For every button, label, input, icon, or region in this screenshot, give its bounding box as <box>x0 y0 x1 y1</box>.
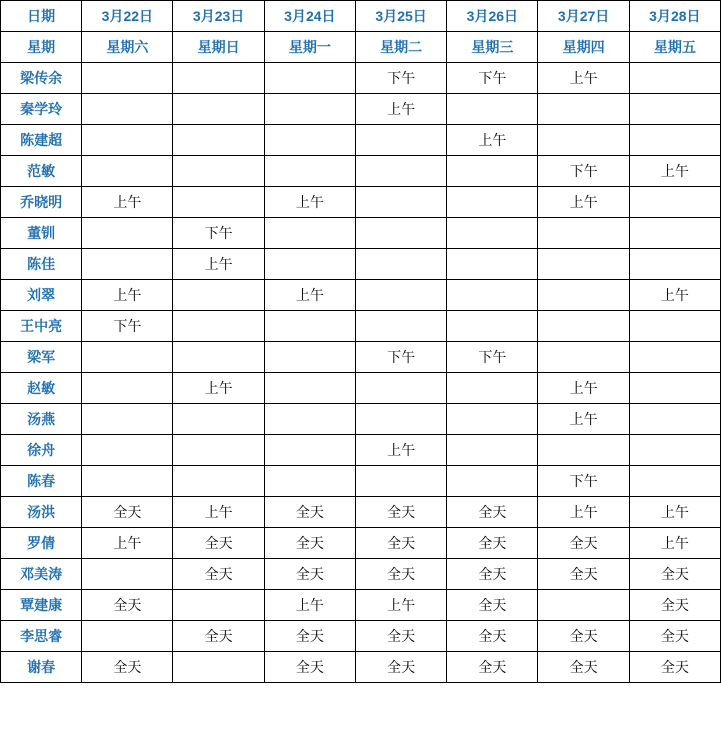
schedule-cell: 上午 <box>629 280 720 311</box>
table-row <box>1 156 721 187</box>
person-name: 汤燕 <box>1 404 82 435</box>
schedule-cell <box>629 466 720 497</box>
weekday-header-2: 星期日 <box>173 32 264 63</box>
header-row-dates <box>1 1 721 32</box>
schedule-cell: 上午 <box>173 497 264 528</box>
schedule-cell: 全天 <box>447 590 538 621</box>
schedule-cell <box>264 249 355 280</box>
table-row <box>1 466 721 497</box>
person-name: 汤洪 <box>1 497 82 528</box>
schedule-cell: 全天 <box>447 528 538 559</box>
weekday-header-3: 星期一 <box>264 32 355 63</box>
schedule-cell <box>447 435 538 466</box>
schedule-cell <box>629 218 720 249</box>
schedule-cell <box>264 311 355 342</box>
schedule-cell: 全天 <box>355 652 446 683</box>
person-name: 李思睿 <box>1 621 82 652</box>
schedule-cell: 全天 <box>538 559 629 590</box>
table-row <box>1 497 721 528</box>
schedule-cell <box>355 125 446 156</box>
schedule-cell: 上午 <box>538 404 629 435</box>
schedule-cell <box>538 435 629 466</box>
person-name: 陈佳 <box>1 249 82 280</box>
schedule-cell <box>173 94 264 125</box>
table-row <box>1 342 721 373</box>
schedule-cell: 上午 <box>629 497 720 528</box>
table-row <box>1 187 721 218</box>
person-name: 邓美涛 <box>1 559 82 590</box>
date-header-2: 3月23日 <box>173 1 264 32</box>
person-name: 徐舟 <box>1 435 82 466</box>
schedule-cell <box>82 125 173 156</box>
schedule-cell: 全天 <box>82 590 173 621</box>
schedule-cell <box>82 249 173 280</box>
weekday-header-5: 星期三 <box>447 32 538 63</box>
schedule-cell: 全天 <box>447 497 538 528</box>
schedule-cell <box>447 404 538 435</box>
schedule-cell <box>538 311 629 342</box>
table-row <box>1 373 721 404</box>
date-header-1: 3月22日 <box>82 1 173 32</box>
schedule-cell <box>447 280 538 311</box>
schedule-cell: 上午 <box>264 280 355 311</box>
schedule-cell <box>173 435 264 466</box>
schedule-cell <box>447 373 538 404</box>
weekday-header-1: 星期六 <box>82 32 173 63</box>
schedule-cell: 全天 <box>629 590 720 621</box>
schedule-cell <box>173 652 264 683</box>
date-header-3: 3月24日 <box>264 1 355 32</box>
table-row <box>1 404 721 435</box>
schedule-cell: 下午 <box>447 342 538 373</box>
schedule-cell <box>82 435 173 466</box>
schedule-cell: 下午 <box>538 156 629 187</box>
schedule-cell <box>355 311 446 342</box>
schedule-cell: 上午 <box>264 187 355 218</box>
person-name: 范敏 <box>1 156 82 187</box>
schedule-cell: 全天 <box>82 497 173 528</box>
schedule-cell: 全天 <box>629 652 720 683</box>
schedule-cell <box>173 156 264 187</box>
date-header-4: 3月25日 <box>355 1 446 32</box>
table-row <box>1 311 721 342</box>
schedule-cell <box>447 466 538 497</box>
schedule-cell <box>447 311 538 342</box>
schedule-cell <box>355 218 446 249</box>
schedule-cell <box>264 218 355 249</box>
schedule-cell: 上午 <box>264 590 355 621</box>
table-row <box>1 218 721 249</box>
schedule-cell <box>173 466 264 497</box>
schedule-cell: 上午 <box>82 280 173 311</box>
schedule-cell <box>629 187 720 218</box>
schedule-cell: 全天 <box>447 652 538 683</box>
schedule-cell <box>538 342 629 373</box>
schedule-cell: 上午 <box>538 497 629 528</box>
schedule-cell: 全天 <box>355 528 446 559</box>
schedule-cell <box>264 435 355 466</box>
schedule-cell: 全天 <box>629 621 720 652</box>
schedule-cell <box>629 311 720 342</box>
schedule-cell: 全天 <box>82 652 173 683</box>
schedule-cell: 下午 <box>82 311 173 342</box>
person-name: 乔晓明 <box>1 187 82 218</box>
schedule-cell <box>355 156 446 187</box>
person-name: 王中亮 <box>1 311 82 342</box>
schedule-cell <box>82 404 173 435</box>
corner-label: 日期 <box>1 1 82 32</box>
schedule-cell: 全天 <box>264 559 355 590</box>
schedule-cell <box>629 342 720 373</box>
schedule-cell: 全天 <box>173 559 264 590</box>
schedule-cell <box>82 63 173 94</box>
schedule-cell: 上午 <box>538 187 629 218</box>
schedule-cell <box>173 311 264 342</box>
schedule-cell: 全天 <box>355 559 446 590</box>
schedule-cell <box>538 590 629 621</box>
schedule-cell: 全天 <box>538 652 629 683</box>
schedule-cell: 全天 <box>355 497 446 528</box>
schedule-cell <box>538 94 629 125</box>
schedule-cell <box>173 404 264 435</box>
schedule-cell <box>447 249 538 280</box>
schedule-cell <box>538 249 629 280</box>
schedule-cell: 下午 <box>447 63 538 94</box>
schedule-cell <box>629 435 720 466</box>
schedule-cell <box>629 125 720 156</box>
schedule-cell: 上午 <box>538 63 629 94</box>
person-name: 秦学玲 <box>1 94 82 125</box>
person-name: 陈建超 <box>1 125 82 156</box>
schedule-cell <box>629 373 720 404</box>
schedule-cell <box>173 187 264 218</box>
schedule-cell: 下午 <box>355 342 446 373</box>
schedule-cell: 上午 <box>447 125 538 156</box>
person-name: 梁军 <box>1 342 82 373</box>
schedule-cell <box>447 187 538 218</box>
schedule-cell: 全天 <box>173 621 264 652</box>
schedule-cell <box>629 404 720 435</box>
schedule-cell: 上午 <box>82 187 173 218</box>
schedule-cell: 下午 <box>355 63 446 94</box>
schedule-cell <box>355 404 446 435</box>
schedule-cell <box>355 249 446 280</box>
schedule-cell <box>355 466 446 497</box>
schedule-cell <box>264 94 355 125</box>
schedule-cell: 全天 <box>264 528 355 559</box>
schedule-cell: 全天 <box>264 621 355 652</box>
person-name: 刘翠 <box>1 280 82 311</box>
table-row <box>1 249 721 280</box>
schedule-cell <box>538 218 629 249</box>
schedule-cell <box>173 590 264 621</box>
schedule-cell: 下午 <box>173 218 264 249</box>
schedule-cell: 全天 <box>538 528 629 559</box>
person-name: 谢春 <box>1 652 82 683</box>
person-name: 梁传余 <box>1 63 82 94</box>
schedule-cell <box>82 156 173 187</box>
schedule-cell <box>538 280 629 311</box>
schedule-cell: 全天 <box>447 621 538 652</box>
schedule-cell <box>264 63 355 94</box>
schedule-cell <box>538 125 629 156</box>
schedule-cell <box>447 156 538 187</box>
schedule-cell: 全天 <box>264 497 355 528</box>
date-header-5: 3月26日 <box>447 1 538 32</box>
weekday-header-6: 星期四 <box>538 32 629 63</box>
table-row <box>1 652 721 683</box>
table-row <box>1 435 721 466</box>
schedule-cell <box>82 218 173 249</box>
table-row <box>1 528 721 559</box>
weekday-header-4: 星期二 <box>355 32 446 63</box>
schedule-cell: 全天 <box>173 528 264 559</box>
schedule-cell: 全天 <box>447 559 538 590</box>
schedule-cell: 上午 <box>629 528 720 559</box>
table-row <box>1 621 721 652</box>
table-row <box>1 280 721 311</box>
table-row <box>1 559 721 590</box>
date-header-6: 3月27日 <box>538 1 629 32</box>
schedule-cell: 上午 <box>173 249 264 280</box>
person-name: 董钏 <box>1 218 82 249</box>
schedule-cell <box>264 466 355 497</box>
table-row <box>1 94 721 125</box>
schedule-cell: 全天 <box>538 621 629 652</box>
schedule-cell <box>82 94 173 125</box>
schedule-cell <box>173 63 264 94</box>
date-header-7: 3月28日 <box>629 1 720 32</box>
schedule-cell <box>447 218 538 249</box>
schedule-cell <box>173 280 264 311</box>
schedule-cell <box>173 342 264 373</box>
schedule-cell: 上午 <box>173 373 264 404</box>
schedule-cell: 上午 <box>538 373 629 404</box>
weekday-header-7: 星期五 <box>629 32 720 63</box>
schedule-cell <box>629 249 720 280</box>
person-name: 陈春 <box>1 466 82 497</box>
schedule-cell <box>82 373 173 404</box>
schedule-cell: 全天 <box>264 652 355 683</box>
header-row-weekdays <box>1 32 721 63</box>
schedule-cell <box>447 94 538 125</box>
schedule-cell <box>82 559 173 590</box>
schedule-cell <box>355 373 446 404</box>
table-row <box>1 63 721 94</box>
schedule-cell <box>82 342 173 373</box>
schedule-cell <box>264 373 355 404</box>
table-row <box>1 125 721 156</box>
weekday-label: 星期 <box>1 32 82 63</box>
schedule-cell <box>82 466 173 497</box>
schedule-cell <box>264 342 355 373</box>
person-name: 罗倩 <box>1 528 82 559</box>
table-row <box>1 590 721 621</box>
person-name: 赵敏 <box>1 373 82 404</box>
schedule-cell <box>355 280 446 311</box>
schedule-cell <box>629 94 720 125</box>
schedule-cell <box>264 404 355 435</box>
schedule-cell: 上午 <box>355 94 446 125</box>
schedule-cell: 全天 <box>355 621 446 652</box>
schedule-cell: 上午 <box>355 435 446 466</box>
schedule-cell <box>355 187 446 218</box>
schedule-cell: 上午 <box>82 528 173 559</box>
schedule-cell <box>82 621 173 652</box>
schedule-cell: 上午 <box>355 590 446 621</box>
schedule-cell <box>264 156 355 187</box>
person-name: 覃建康 <box>1 590 82 621</box>
schedule-cell <box>264 125 355 156</box>
schedule-cell: 上午 <box>629 156 720 187</box>
schedule-cell: 下午 <box>538 466 629 497</box>
schedule-cell <box>629 63 720 94</box>
schedule-cell <box>173 125 264 156</box>
schedule-cell: 全天 <box>629 559 720 590</box>
